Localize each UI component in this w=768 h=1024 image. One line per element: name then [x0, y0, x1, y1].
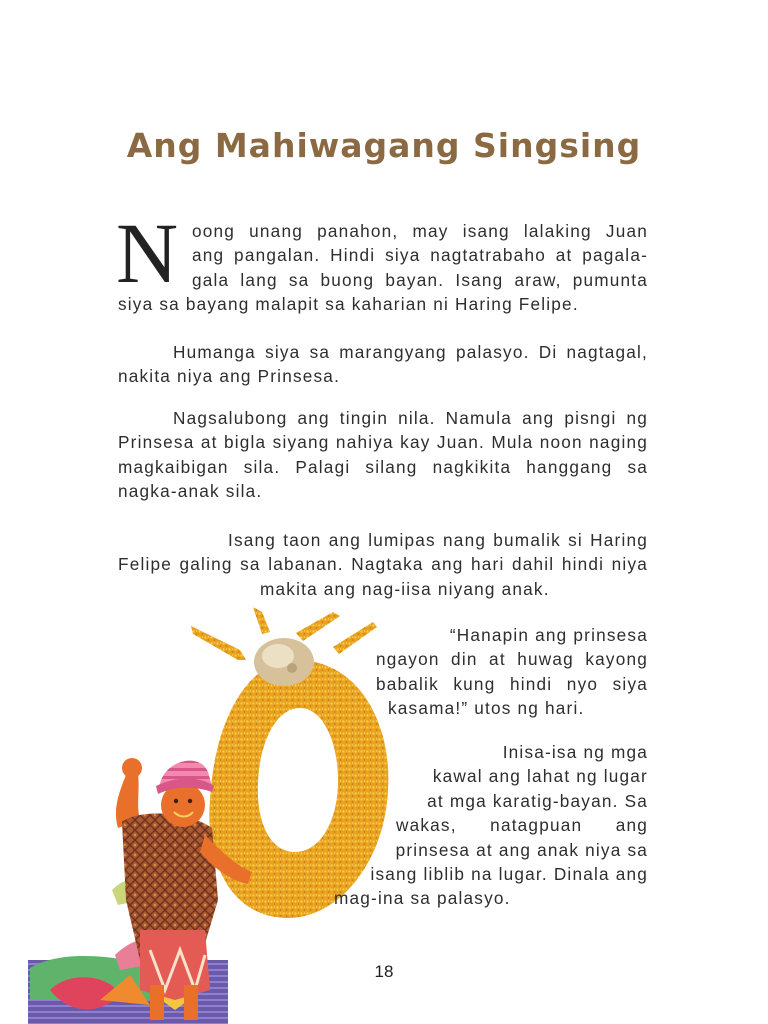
story-title: Ang Mahiwagang Singsing: [126, 126, 642, 165]
text-line: nagka-anak sila.: [118, 481, 263, 502]
paragraph-5: [376, 623, 648, 721]
text-line: makita ang nag-iisa niyang anak.: [260, 578, 550, 599]
text-line: magkaibigan sila. Palagi silang nagkikita hanggang sa: [118, 456, 648, 477]
drop-cap: N: [116, 205, 179, 301]
paragraph-4: [118, 528, 648, 601]
text-line: Inisa-isa ng mga: [502, 742, 648, 762]
text-line: Prinsesa at bigla siyang nahiya kay Juan. Mula noon naging: [118, 432, 648, 453]
text-line: wakas, natagpuan ang: [396, 815, 648, 836]
text-line: siya sa bayang malapit sa kaharian ni Haring Felipe.: [118, 294, 579, 314]
text-line: Isang taon ang lumipas nang bumalik si Haring: [228, 530, 648, 550]
text-line: ang pangalan. Hindi siya nagtatrabaho at pagala-: [192, 245, 648, 266]
text-line: Humanga siya sa marangyang palasyo. Di nagtagal,: [173, 342, 648, 362]
text-line: Nagsalubong ang tingin nila. Namula ang pisngi ng: [173, 408, 648, 428]
text-line: isang liblib na lugar. Dinala ang: [370, 864, 648, 885]
text-line: ngayon din at huwag kayong: [376, 649, 648, 670]
paragraph-1-end: [118, 292, 648, 316]
paragraph-2: [118, 340, 648, 389]
text-line: babalik kung hindi nyo siya: [376, 673, 648, 694]
paragraph-6: [334, 740, 648, 911]
text-line: prinsesa at ang anak niya sa: [395, 839, 648, 860]
text-line: kasama!” utos ng hari.: [388, 698, 585, 719]
paragraph-3: [118, 406, 648, 504]
text-line: at mga karatig-bayan. Sa: [427, 790, 648, 811]
text-line: mag-ina sa palasyo.: [334, 888, 511, 909]
paragraph-1: [192, 219, 648, 292]
text-line: oong unang panahon, may isang lalaking Juan: [192, 221, 648, 241]
text-line: Felipe galing sa labanan. Nagtaka ang hari dahil hindi niya: [118, 554, 648, 575]
text-line: “Hanapin ang prinsesa: [449, 625, 648, 645]
text-line: kawal ang lahat ng lugar: [432, 766, 648, 787]
text-line: nakita niya ang Prinsesa.: [118, 366, 341, 387]
page-number: 18: [374, 962, 394, 981]
text-line: gala lang sa buong bayan. Isang araw, pumunta: [192, 269, 648, 290]
